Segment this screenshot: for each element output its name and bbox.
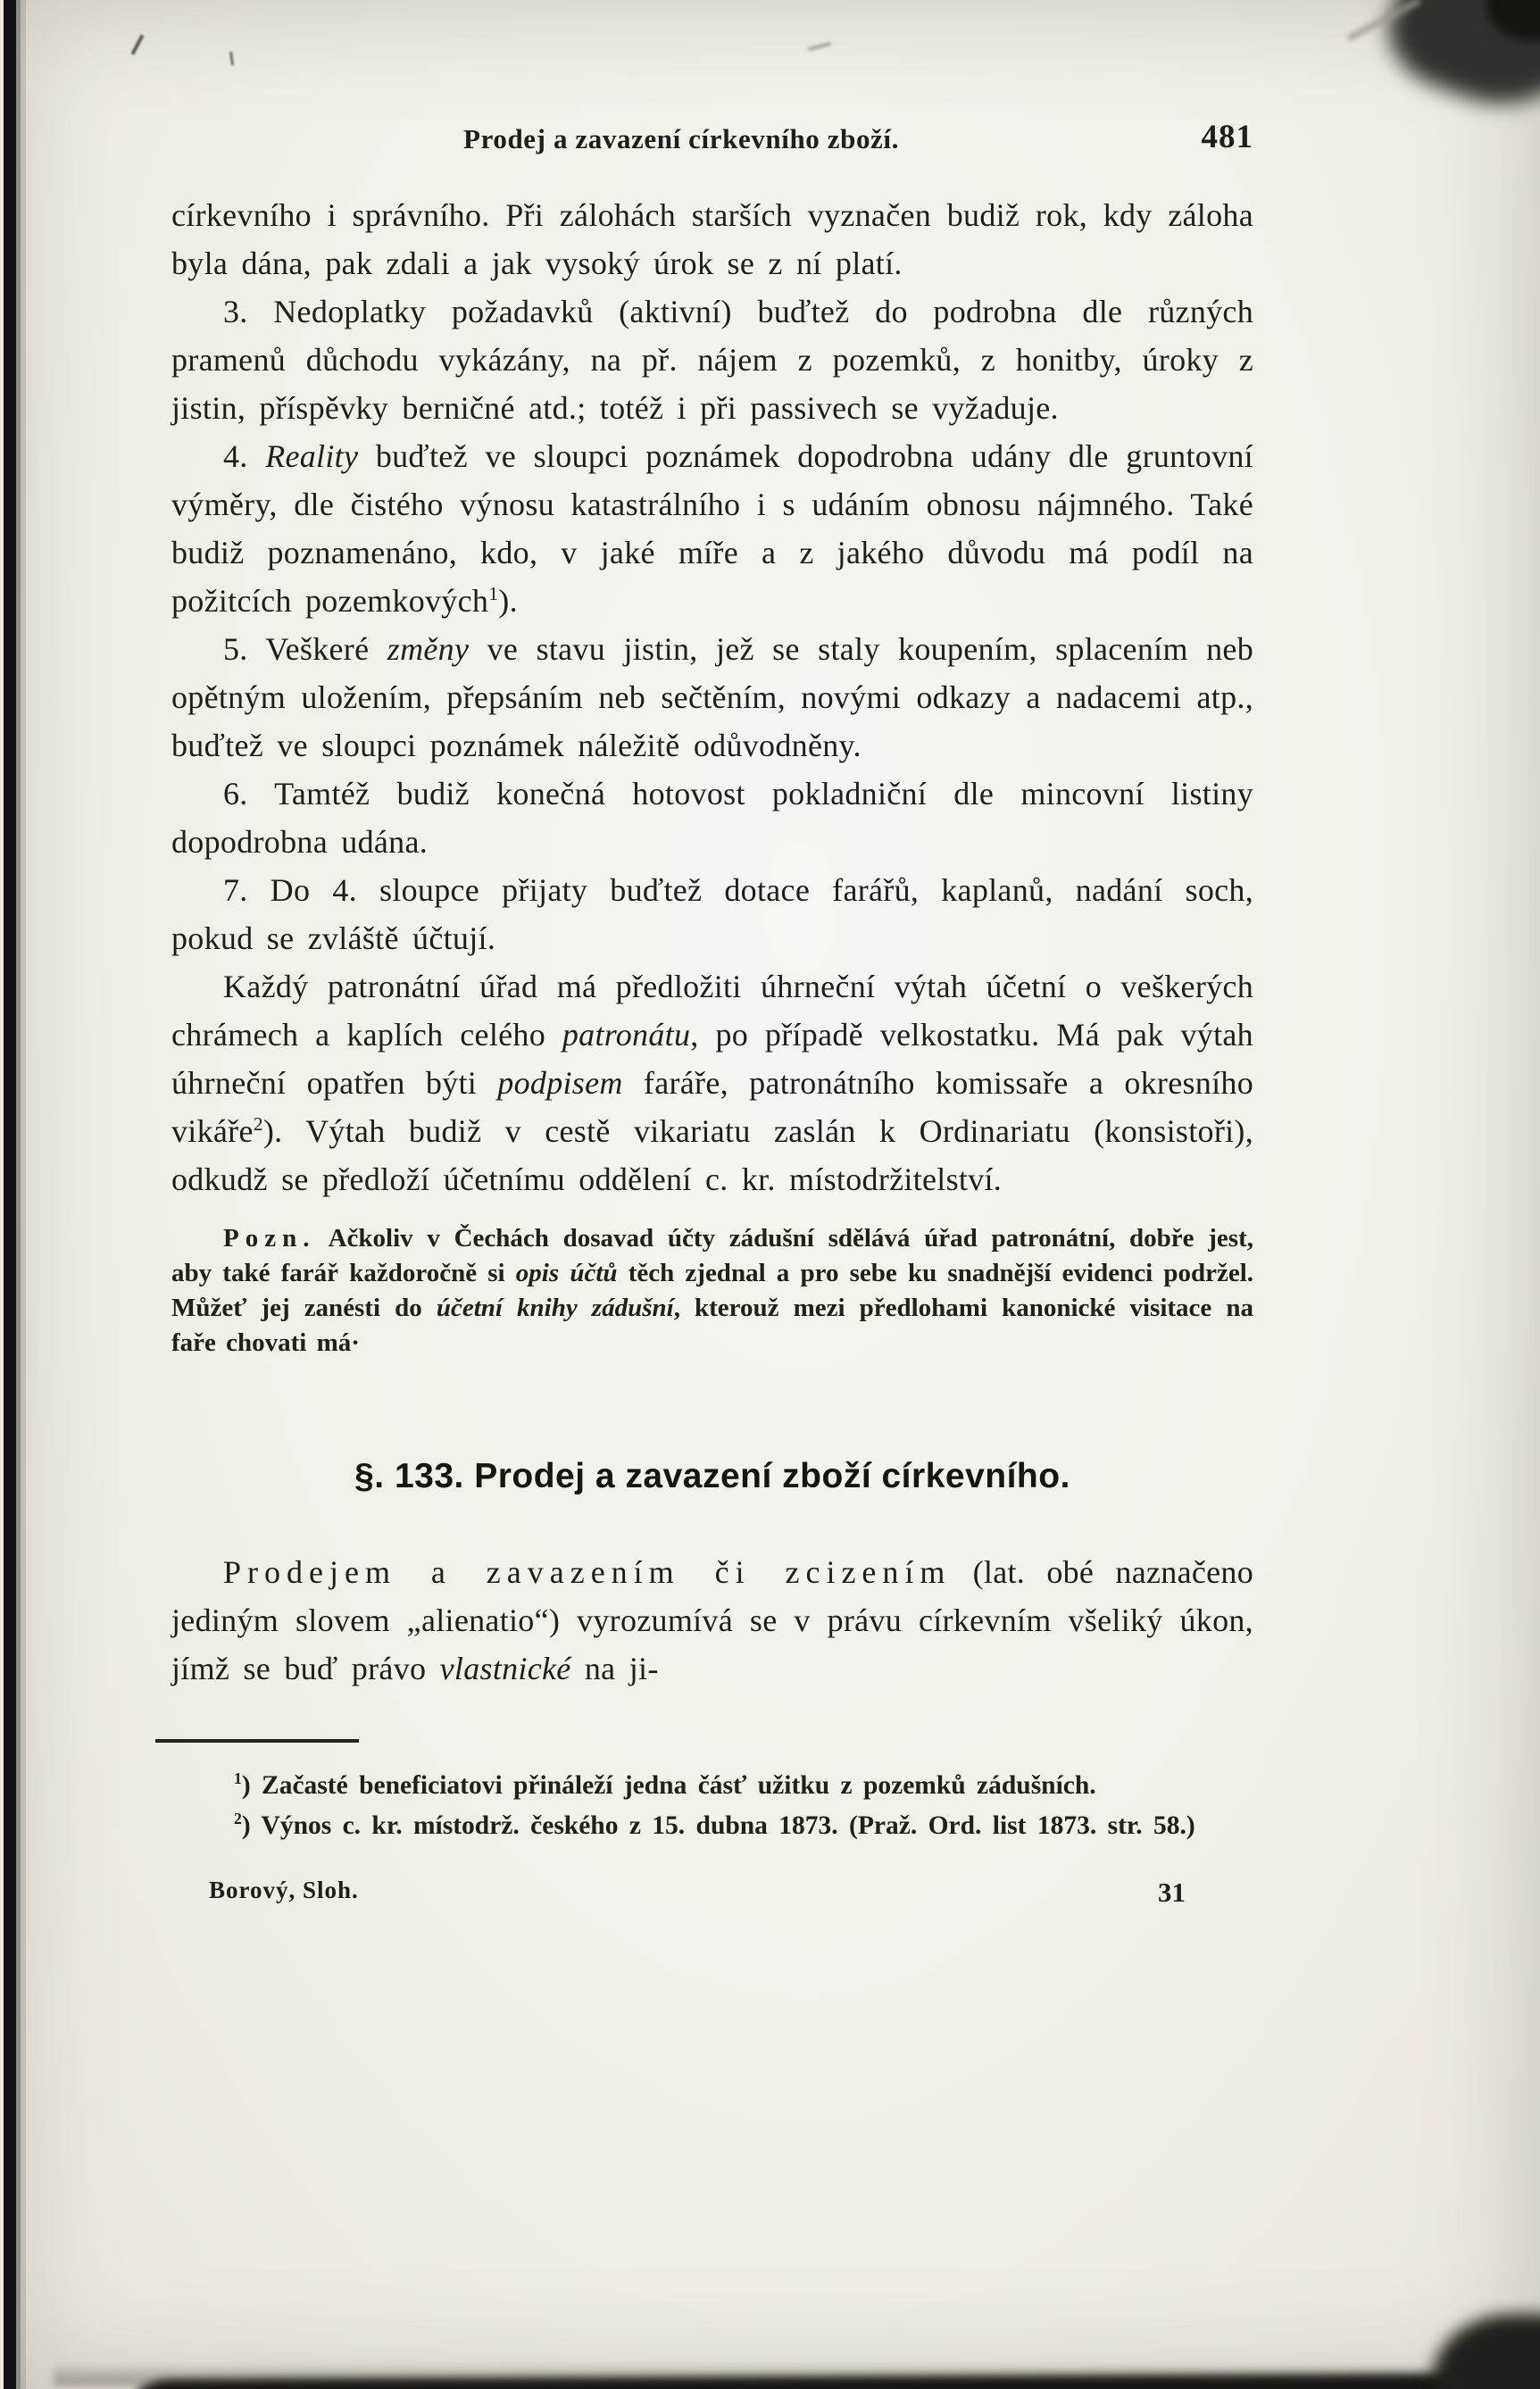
text-segment: ) Začasté beneficiatovi přináleží jedna čásť užitku z pozemků zádušních. [241, 1771, 1096, 1800]
text-segment: ) Výnos c. kr. místodrž. českého z 15. dubna 1873. (Praž. Ord. list 1873. str. 58.) [241, 1811, 1195, 1840]
scan-smudge-bottom-right [1433, 2314, 1540, 2389]
text-segment: 1 [234, 1769, 242, 1788]
scan-edge-artifact-left [0, 0, 30, 2389]
text-segment: podpisem [497, 1065, 623, 1101]
paragraph [171, 191, 1253, 287]
paragraph [171, 866, 1253, 962]
note-block [171, 1221, 1253, 1361]
text-segment: na ji- [570, 1651, 659, 1686]
footnote [171, 1808, 1253, 1844]
footnotes [171, 1768, 1253, 1844]
footnote [171, 1768, 1253, 1804]
scan-mark-top-left-2 [229, 52, 234, 65]
text-segment: 4. [223, 438, 266, 474]
text-segment: Reality [265, 438, 359, 474]
section-text [171, 1548, 1253, 1693]
text-segment: (lat. obé naznačeno jediným slovem „alienatio“) vyrozumívá se v právu církevním všeliký úkon, jímž se buď právo [171, 1554, 1254, 1686]
text-segment: církevního i správního. Při zálohách starších vyznačen budiž rok, kdy záloha byla dána, pak zdali a jak vysoký úrok se z ní platí. [171, 197, 1253, 281]
text-segment: , kterouž mezi předlohami kanonické visitace na faře chovati má· [171, 1294, 1253, 1357]
text-segment: Prodejem a zavazením či zcizením [223, 1554, 952, 1590]
text-segment: 6. Tamtéž budiž konečná hotovost pokladniční dle mincovní listiny dopodrobna udána. [171, 776, 1253, 860]
text-segment: buďtež ve sloupci poznámek dopodrobna udány dle gruntovní výměry, dle čistého výnosu katastrálního i s udáním obnosu nájmného. Také budiž poznamenáno, kdo, v jaké míře a z jakého důvodu má podíl na požitcích pozemkových [171, 438, 1253, 619]
text-segment: změny [387, 631, 470, 667]
text-segment: 2 [234, 1810, 242, 1828]
body-text [171, 191, 1253, 1203]
scan-mark-top-left-1 [131, 34, 145, 54]
page-footer [171, 1877, 1253, 1916]
text-segment: těch zjednal a pro sebe ku snadnější evidenci podržel. Můžeť jej zanésti do [171, 1259, 1253, 1322]
text-segment: 1 [488, 583, 499, 604]
page-number: 481 [1201, 119, 1253, 155]
text-segment: 2 [253, 1113, 263, 1135]
text-segment: faráře, patronátního komissaře a okresního vikáře [171, 1065, 1254, 1149]
paragraph [171, 962, 1253, 1203]
text-segment: Každý patronátní úřad má předložiti úhrneční výtah účetní o veškerých chrámech a kaplích celého [171, 969, 1253, 1053]
section-heading: §. 133. Prodej a zavazení zboží církevního. [354, 1457, 1070, 1495]
text-segment: ). [498, 583, 518, 619]
text-segment: ). Výtah budiž v cestě vikariatu zaslán k Ordinariatu (konsistoři), odkudž se předloží účetnímu oddělení c. kr. místodržitelství. [171, 1113, 1253, 1197]
paragraph [171, 770, 1253, 866]
text-segment: 3. Nedoplatky požadavků (aktivní) buďtež do podrobna dle různých pramenů důchodu vykázány, na př. nájem z pozemků, z honitby, úroky z jistin, příspěvky berničné atd.; totéž i při passivech se vyžaduje. [171, 294, 1253, 426]
text-segment: vlastnické [439, 1651, 571, 1686]
text-segment: Ačkoliv v Čechách dosavad účty zádušní sdělává úřad patronátní, dobře jest, aby také farář každoročně si [171, 1224, 1253, 1287]
running-header-title: Prodej a zavazení církevního zboží. [463, 123, 899, 154]
text-segment: opis účtů [515, 1259, 618, 1287]
text-segment: účetní knihy zádušní [436, 1294, 674, 1322]
page-content [171, 119, 1254, 1916]
signature-label: Borový, Sloh. [209, 1877, 359, 1903]
text-segment: Pozn. [223, 1224, 316, 1253]
text-segment: ve stavu jistin, jež se staly koupením, splacením neb opětným uložením, přepsáním neb sečtěním, novými odkazy a nadacemi atp., buďtež ve sloupci poznámek náležitě odůvodněny. [171, 631, 1254, 763]
footnote-rule [155, 1739, 359, 1743]
text-segment: 5. Veškeré [223, 631, 387, 667]
paragraph [171, 287, 1253, 432]
text-segment: , po případě velkostatku. Má pak výtah úhrneční opatřen býti [171, 1017, 1253, 1101]
paragraph [171, 1548, 1253, 1693]
note-paragraph [171, 1221, 1253, 1361]
sheet-number: 31 [1158, 1877, 1186, 1908]
text-segment: 7. Do 4. sloupce přijaty buďtež dotace farářů, kaplanů, nadání soch, pokud se zvláště účtují. [171, 872, 1253, 956]
scan-mark-top-center [808, 42, 831, 51]
text-segment: patronátu [562, 1017, 691, 1053]
running-header [171, 119, 1253, 170]
paragraph [171, 432, 1253, 625]
paragraph [171, 625, 1253, 770]
